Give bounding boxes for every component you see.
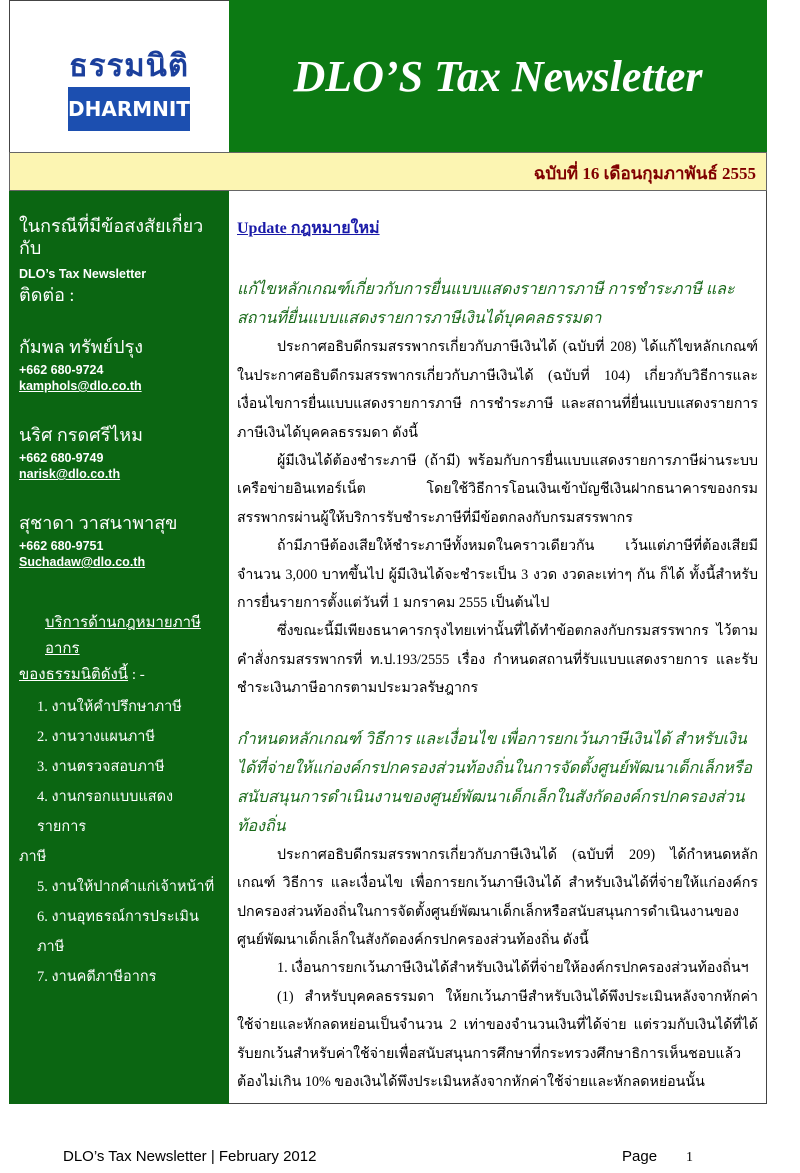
page-label: Page — [622, 1148, 658, 1165]
update-heading — [237, 215, 758, 243]
contact-card — [19, 424, 219, 482]
service-item: 2. งานวางแผนภาษี — [37, 729, 156, 745]
contact-intro: ในกรณีที่มีข้อสงสัยเกี่ยวกับ — [19, 216, 204, 258]
footer-text: DLO’s Tax Newsletter | February 2012 — [63, 1148, 317, 1165]
services-heading — [19, 610, 219, 688]
section1-paragraph: ประกาศอธิบดีกรมสรรพากรเกี่ยวกับภาษีเงินได้ (ฉบับที่ 208) ได้แก้ไขหลักเกณฑ์ในประกาศอธิบดีกรมสรรพากรเกี่ยวกับภาษีเงินได้ (ฉบับที่ 104) เกี่ยวกับวิธีการและเงื่อนไขการยื่นแบบแสดงรายการภาษี การชำระภาษี และสถานที่ยื่นแบบแสดงรายการภาษีเงินได้บุคคลธรรมดา ดังนี้ — [237, 339, 758, 441]
contact-label: ติดต่อ : — [19, 285, 75, 305]
contact-name: กัมพล ทรัพย์ปรุง — [19, 337, 143, 357]
contact-email-link[interactable]: kamphols@dlo.co.th — [19, 379, 142, 393]
section1-paragraph: ซึ่งขณะนี้มีเพียงธนาคารกรุงไทยเท่านั้นที่ได้ทำข้อตกลงกับกรมสรรพากร ไว้ตามคำสั่งกรมสรรพากรที่ ท.ป.193/2555 เรื่อง กำหนดสถานที่รับแบบแสดงรายการ และรับชำระเงินภาษีอากรตามประมวลรัษฎากร — [237, 623, 758, 697]
section1-paragraph: ผู้มีเงินได้ต้องชำระภาษี (ถ้ามี) พร้อมกับการยื่นแบบแสดงรายการภาษีผ่านระบบเครือข่ายอินเทอร์เน็ต โดยใช้วิธีการโอนเงินเข้าบัญชีเงินฝากธนาคารของกรมสรรพากรผ่านผู้ให้บริการรับชำระภาษีที่มีข้อตกลงกับกรมสรรพากร — [237, 453, 758, 526]
newsletter-name: DLO’s Tax Newsletter — [19, 267, 147, 281]
contact-phone: +662 680-9724 — [19, 363, 104, 377]
service-item: 6. งานอุทธรณ์การประเมินภาษี — [37, 909, 199, 955]
service-item-continued: ภาษี — [19, 849, 47, 865]
section2-heading: กำหนดหลักเกณฑ์ วิธีการ และเงื่อนไข เพื่อการยกเว้นภาษีเงินได้ สำหรับเงินได้ที่จ่ายให้แก่องค์กรปกครองส่วนท้องถิ่นในการจัดตั้งศูนย์พัฒนาเด็กเล็กหรือสนับสนุนการดำเนินงานของศูนย์พัฒนาเด็กเล็กในสังกัดองค์กรปกครองส่วนท้องถิ่น — [237, 730, 752, 835]
update-title: กฎหมายใหม่ — [286, 220, 380, 237]
dharmniti-logo — [68, 44, 198, 131]
services-heading-line2: ของธรรมนิติดังนี้ — [19, 667, 129, 683]
section1-paragraph: ถ้ามีภาษีต้องเสียให้ชำระภาษีทั้งหมดในคราวเดียวกัน เว้นแต่ภาษีที่ต้องเสียมีจำนวน 3,000 บาทขึ้นไป ผู้มีเงินได้จะชำระเป็น 3 งวด งวดละเท่าๆ กัน ก็ได้ ทั้งนี้สำหรับการยื่นรายการตั้งแต่วันที่ 1 มกราคม 2555 เป็นต้นไป — [237, 538, 758, 612]
issue-bar — [9, 152, 767, 191]
newsletter-title: DLO’S Tax Newsletter — [293, 51, 703, 101]
section2-paragraph: 1. เงื่อนการยกเว้นภาษีเงินได้สำหรับเงินได้ที่จ่ายให้องค์กรปกครองส่วนท้องถิ่นฯ — [277, 960, 749, 977]
page-number: 1 — [686, 1150, 693, 1165]
contact-card — [19, 336, 219, 394]
contact-email-link[interactable]: narisk@dlo.co.th — [19, 467, 121, 481]
contact-sidebar — [9, 191, 229, 1104]
logo-english-text: DHARMNITI — [68, 87, 190, 131]
contact-phone: +662 680-9749 — [19, 451, 104, 465]
logo-thai-text: ธรรมนิติ — [68, 44, 190, 87]
services-list — [19, 692, 219, 992]
service-item: 5. งานให้ปากคำแก่เจ้าหน้าที่ — [37, 879, 215, 895]
main-content — [229, 191, 767, 1104]
service-item: 4. งานกรอกแบบแสดงรายการ — [37, 789, 174, 835]
update-prefix: Update — [237, 220, 287, 237]
section2-paragraph: (1) สำหรับบุคคลธรรมดา ให้ยกเว้นภาษีสำหรับเงินได้พึงประเมินหลังจากหักค่าใช้จ่ายและหักลดหย่อนเป็นจำนวน 2 เท่าของจำนวนเงินที่ได้จ่าย แต่รวมกับเงินได้ที่ได้รับยกเว้นสำหรับค่าใช้จ่ายเพื่อสนับสนุนการศึกษาที่กระทรวงศึกษาธิการเห็นชอบแล้ว ต้องไม่เกิน 10% ของเงินได้พึงประเมินหลังจากหักค่าใช้จ่ายและหักลดหย่อนนั้น — [237, 988, 758, 1090]
title-banner — [229, 0, 767, 152]
service-item: 3. งานตรวจสอบภาษี — [37, 759, 165, 775]
service-item: 7. งานคดีภาษีอากร — [37, 969, 157, 985]
contact-name: นริศ กรดศรีไหม — [19, 425, 144, 445]
section2-paragraph: ประกาศอธิบดีกรมสรรพากรเกี่ยวกับภาษีเงินได้ (ฉบับที่ 209) ได้กำหนดหลักเกณฑ์ วิธีการ และเงื่อนไข เพื่อการยกเว้นภาษีเงินได้ สำหรับเงินได้ที่จ่ายให้แก่องค์กรปกครองส่วนท้องถิ่นในการจัดตั้งศูนย์พัฒนาเด็กเล็กหรือสนับสนุนการดำเนินงานของศูนย์พัฒนาเด็กเล็กในสังกัดองค์กรปกครองส่วนท้องถิ่น ดังนี้ — [237, 846, 758, 948]
contact-email-link[interactable]: Suchadaw@dlo.co.th — [19, 555, 146, 569]
contact-name: สุชาดา วาสนาพาสุข — [19, 513, 178, 533]
contact-card — [19, 512, 219, 570]
logo-panel — [9, 0, 229, 152]
issue-label: ฉบับที่ 16 เดือนกุมภาพันธ์ 2555 — [533, 164, 756, 183]
services-heading-line1: บริการด้านกฎหมายภาษีอากร — [45, 615, 201, 657]
section1-heading: แก้ไขหลักเกณฑ์เกี่ยวกับการยื่นแบบแสดงรายการภาษี การชำระภาษี และสถานที่ยื่นแบบแสดงรายการภาษีเงินได้บุคคลธรรมดา — [237, 281, 735, 328]
service-item: 1. งานให้คำปรึกษาภาษี — [37, 699, 182, 715]
services-heading-suffix: : - — [128, 667, 145, 683]
contact-phone: +662 680-9751 — [19, 539, 104, 553]
